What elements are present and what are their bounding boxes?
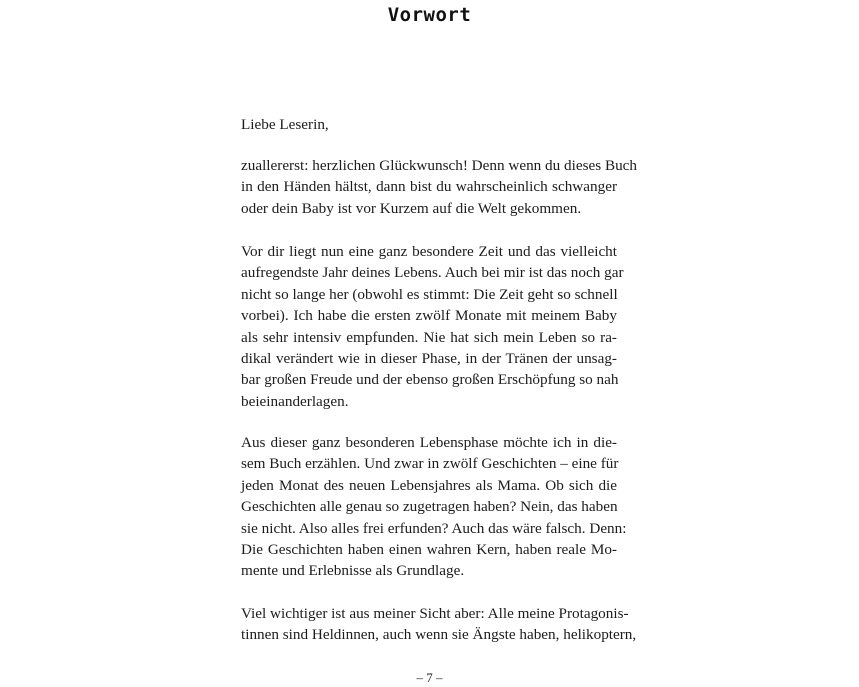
text-line: sie nicht. Also alles frei erfunden? Auch das wäre falsch. Denn: xyxy=(241,519,627,537)
text-line: in den Händen hältst, dann bist du wahrscheinlich schwanger xyxy=(241,178,617,196)
text-line: Vor dir liegt nun eine ganz besondere Zeit und das vielleicht xyxy=(241,243,617,260)
text-line: Geschichten alle genau so zugetragen haben? Nein, das haben xyxy=(241,498,618,516)
text-line: tinnen sind Heldinnen, auch wenn sie Ängste haben, helikoptern, xyxy=(241,626,637,644)
text-line: oder dein Baby ist vor Kurzem auf die Welt gekommen. xyxy=(241,199,582,217)
salutation xyxy=(241,114,617,135)
text-line: Aus dieser ganz besonderen Lebensphase möchte ich in die- xyxy=(241,434,617,451)
text-line: vorbei). Ich habe die ersten zwölf Monate mit meinem Baby xyxy=(241,307,617,325)
paragraph-heroines xyxy=(241,603,637,646)
text-line: Liebe Leserin, xyxy=(241,116,329,133)
text-line: sem Buch erzählen. Und zwar in zwölf Geschichten – eine für xyxy=(241,455,619,473)
text-line: zuallererst: herzlichen Glückwunsch! Denn wenn du dieses Buch xyxy=(241,157,638,174)
text-line: Viel wichtiger ist aus meiner Sicht aber: Alle meine Protagonis- xyxy=(241,605,629,622)
paragraph-twelve-stories xyxy=(241,432,627,582)
text-line: jeden Monat des neuen Lebensjahres als Mama. Ob sich die xyxy=(241,476,617,494)
text-line: beieinanderlagen. xyxy=(241,392,349,410)
paragraph-special-time xyxy=(241,241,624,412)
page-number: – 7 – xyxy=(416,670,443,685)
page-title: Vorwort xyxy=(387,4,472,26)
text-line: nicht so lange her (obwohl es stimmt: Die Zeit geht so schnell xyxy=(241,285,618,303)
text-line: aufregendste Jahr deines Lebens. Auch bei mir ist das noch gar xyxy=(241,264,624,282)
text-line: bar großen Freude und der ebenso großen Erschöpfung so nah xyxy=(241,371,619,389)
paragraph-congratulations xyxy=(241,155,638,219)
text-line: dikal verändert wie in dieser Phase, in der Tränen der unsag- xyxy=(241,350,617,368)
text-line: Die Geschichten haben einen wahren Kern, haben reale Mo- xyxy=(241,541,617,559)
text-line: als sehr intensiv empfunden. Nie hat sich mein Leben so ra- xyxy=(241,328,617,346)
text-line: mente und Erlebnisse als Grundlage. xyxy=(241,562,465,580)
